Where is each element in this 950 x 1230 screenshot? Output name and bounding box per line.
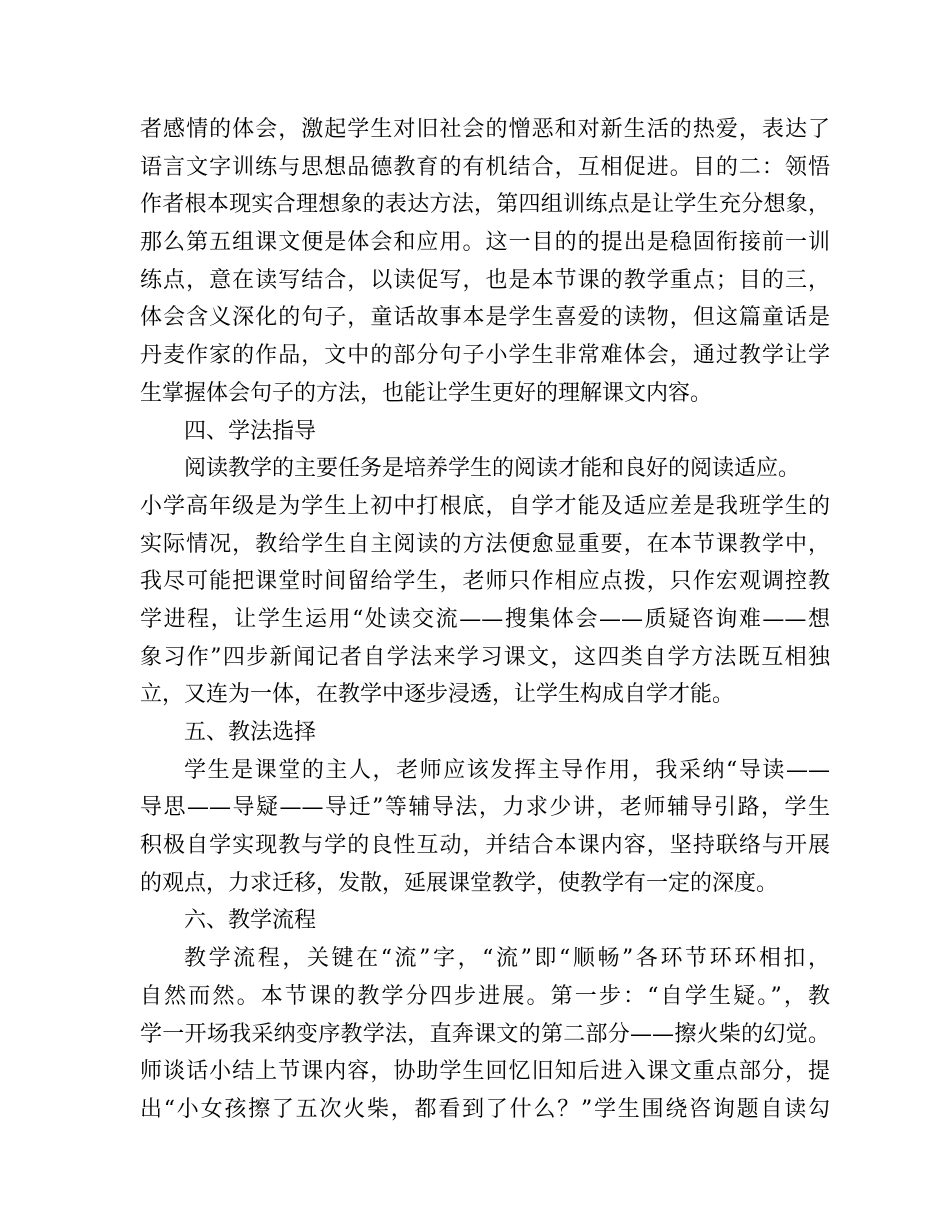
text-line: 象习作”四步新闻记者自学法来学习课文，这四类自学方法既互相独 bbox=[140, 644, 830, 670]
text-line: 那么第五组课文便是体会和应用。这一目的的提出是稳固衔接前一训 bbox=[140, 230, 830, 256]
text-line: 出“小女孩擦了五次火柴，都看到了什么？”学生围绕咨询题自读勾 bbox=[140, 1096, 830, 1122]
text-line: 学一开场我采纳变序教学法，直奔课文的第二部分——擦火柴的幻觉。 bbox=[140, 1021, 830, 1047]
section-heading-teaching-method: 五、教法选择 bbox=[184, 720, 317, 745]
paragraph-first-line: 教学流程，关键在“流”字，“流”即“顺畅”各环节环环相扣， bbox=[184, 946, 830, 972]
text-line: 实际情况，教给学生自主阅读的方法便愈显重要，在本节课教学中， bbox=[140, 531, 830, 557]
text-line: 学进程，让学生运用“处读交流——搜集体会——质疑咨询难——想 bbox=[140, 606, 830, 632]
text-line: 的观点，力求迁移，发散，延展课堂教学，使教学有一定的深度。 bbox=[140, 870, 779, 896]
text-line: 练点，意在读写结合，以读促写，也是本节课的教学重点；目的三， bbox=[140, 267, 830, 293]
text-line: 作者根本现实合理想象的表达方法，第四组训练点是让学生充分想象， bbox=[140, 192, 830, 218]
text-line: 生掌握体会句子的方法，也能让学生更好的理解课文内容。 bbox=[140, 380, 713, 406]
text-line: 语言文字训练与思想品德教育的有机结合，互相促进。目的二：领悟 bbox=[140, 154, 830, 180]
section-heading-teaching-process: 六、教学流程 bbox=[184, 908, 317, 934]
section-heading-study-method: 四、学法指导 bbox=[184, 418, 317, 444]
text-line: 立，又连为一体，在教学中逐步浸透，让学生构成自学才能。 bbox=[140, 682, 735, 708]
text-line: 自然而然。本节课的教学分四步进展。第一步：“自学生疑。”，教 bbox=[140, 983, 830, 1009]
text-line: 者感情的体会，激起学生对旧社会的憎恶和对新生活的热爱，表达了 bbox=[140, 117, 830, 142]
body-text bbox=[140, 111, 830, 1129]
paragraph-first-line: 学生是课堂的主人，老师应该发挥主导作用，我采纳“导读—— bbox=[184, 757, 830, 783]
text-line: 我尽可能把课堂时间留给学生，老师只作相应点拨，只作宏观调控教 bbox=[140, 569, 830, 595]
text-line: 师谈话小结上节课内容，协助学生回忆旧知后进入课文重点部分，提 bbox=[140, 1059, 830, 1085]
text-line: 导思——导疑——导迁”等辅导法，力求少讲，老师辅导引路，学生 bbox=[140, 795, 830, 821]
text-line: 丹麦作家的作品，文中的部分句子小学生非常难体会，通过教学让学 bbox=[140, 343, 830, 369]
text-line: 体会含义深化的句子，童话故事本是学生喜爱的读物，但这篇童话是 bbox=[140, 305, 830, 331]
text-line: 小学高年级是为学生上初中打根底，自学才能及适应差是我班学生的 bbox=[140, 493, 830, 519]
paragraph-first-line: 阅读教学的主要任务是培养学生的阅读才能和良好的阅读适应。 bbox=[184, 456, 801, 482]
text-line: 积极自学实现教与学的良性互动，并结合本课内容，坚持联络与开展 bbox=[140, 833, 830, 859]
